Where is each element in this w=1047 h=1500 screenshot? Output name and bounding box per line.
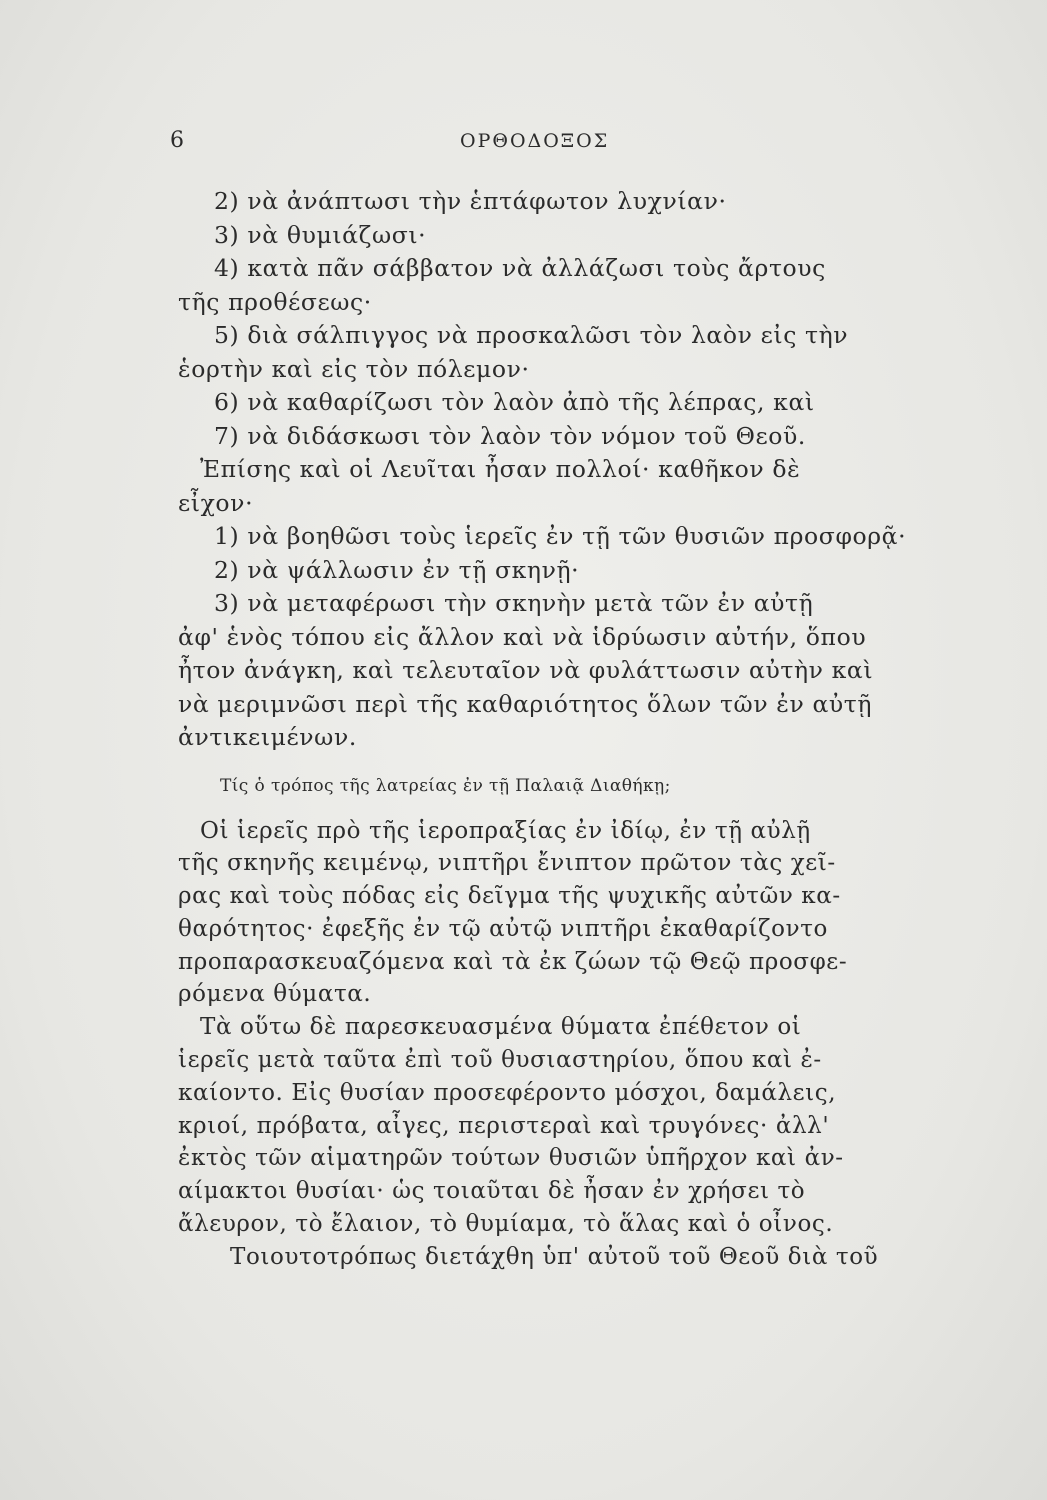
list-item: 3) νὰ μεταφέρωσι τὴν σκηνὴν μετὰ τῶν ἐν αὐτῇ [214,589,814,617]
catechism-question: Τίς ὁ τρόπος τῆς λατρείας ἐν τῇ Παλαιᾷ Διαθήκῃ; [220,775,671,796]
page-number: 6 [170,128,185,153]
list-item-continuation: ἦτον ἀνάγκη, καὶ τελευταῖον νὰ φυλάττωσιν αὐτὴν καὶ [178,656,874,684]
list-item-continuation: νὰ μεριμνῶσι περὶ τῆς καθαριότητος ὅλων τῶν ἐν αὐτῇ [178,689,873,718]
paragraph-line: ἱερεῖς μετὰ ταῦτα ἐπὶ τοῦ θυσιαστηρίου, ὅπου καὶ ἐ- [178,1047,822,1074]
levite-duties-list [178,520,918,755]
paragraph-line: θαρότητος· ἐφεξῆς ἐν τῷ αὐτῷ νιπτῆρι ἐκαθαρίζοντο [178,915,828,942]
paragraph-line: Τὰ οὕτω δὲ παρεσκευασμένα θύματα ἐπέθετον οἱ [200,1014,802,1041]
final-line: Τοιουτοτρόπως διετάχθη ὑπ' αὐτοῦ τοῦ Θεοῦ διὰ τοῦ [230,1243,879,1270]
answer-paragraph-two [178,1011,918,1241]
paragraph-line: τῆς σκηνῆς κειμένῳ, νιπτῆρι ἔνιπτον πρῶτον τὰς χεῖ- [178,850,836,877]
list-item: 6) νὰ καθαρίζωσι τὸν λαὸν ἀπὸ τῆς λέπρας, καὶ [214,388,815,416]
paragraph-line: καίοντο. Εἰς θυσίαν προσεφέροντο μόσχοι, δαμάλεις, [178,1079,837,1106]
list-item: 7) νὰ διδάσκωσι τὸν λαὸν τὸν νόμον τοῦ Θεοῦ. [214,421,806,450]
answer-paragraph-one [178,815,918,1012]
running-title: ΟΡΘΟΔΟΞΟΣ [460,130,610,152]
paragraph-line: κριοί, πρόβατα, αἶγες, περιστεραὶ καὶ τρυγόνες· ἀλλ' [178,1112,830,1139]
list-item-continuation: ἀντικειμένων. [178,723,357,751]
list-item: 5) διὰ σάλπιγγος νὰ προσκαλῶσι τὸν λαὸν εἰς τὴν [214,321,849,349]
priest-duties-list [178,185,918,453]
list-item: 2) νὰ ψάλλωσιν ἐν τῇ σκηνῇ· [214,555,580,584]
paragraph-line: ρας καὶ τοὺς πόδας εἰς δεῖγμα τῆς ψυχικῆς αὐτῶν κα- [178,883,841,910]
list-item: 1) νὰ βοηθῶσι τοὺς ἱερεῖς ἐν τῇ τῶν θυσιῶν προσφορᾷ· [214,522,907,550]
levites-paragraph [178,453,918,520]
list-item-continuation: τῆς προθέσεως· [178,287,372,316]
list-item: 2) νὰ ἀνάπτωσι τὴν ἑπτάφωτον λυχνίαν· [214,187,727,215]
paragraph-line: εἶχον· [178,488,254,517]
list-item: 3) νὰ θυμιάζωσι· [214,220,427,249]
paragraph-line: Ἐπίσης καὶ οἱ Λευῖται ἦσαν πολλοί· καθῆκον δὲ [200,455,801,483]
paragraph-line: προπαρασκευαζόμενα καὶ τὰ ἐκ ζώων τῷ Θεῷ προσφε- [178,948,848,975]
list-item-continuation: ἑορτὴν καὶ εἰς τὸν πόλεμον· [178,354,530,383]
list-item: 4) κατὰ πᾶν σάββατον νὰ ἀλλάζωσι τοὺς ἄρτους [214,254,826,282]
paragraph-line: αίμακτοι θυσίαι· ὡς τοιαῦται δὲ ἦσαν ἐν χρήσει τὸ [178,1178,806,1205]
paragraph-line: ἄλευρον, τὸ ἔλαιον, τὸ θυμίαμα, τὸ ἅλας καὶ ὁ οἶνος. [178,1211,834,1238]
page-header [170,128,890,160]
page-body [178,185,918,1274]
paragraph-line: ρόμενα θύματα. [178,981,372,1008]
paragraph-line: Οἱ ἱερεῖς πρὸ τῆς ἱεροπραξίας ἐν ἰδίῳ, ἐν τῇ αὐλῇ [200,817,811,844]
list-item-continuation: ἀφ' ἑνὸς τόπου εἰς ἄλλον καὶ νὰ ἱδρύωσιν αὐτήν, ὅπου [178,622,867,651]
paragraph-line: ἐκτὸς τῶν αἱματηρῶν τούτων θυσιῶν ὑπῆρχον καὶ ἀν- [178,1145,844,1172]
